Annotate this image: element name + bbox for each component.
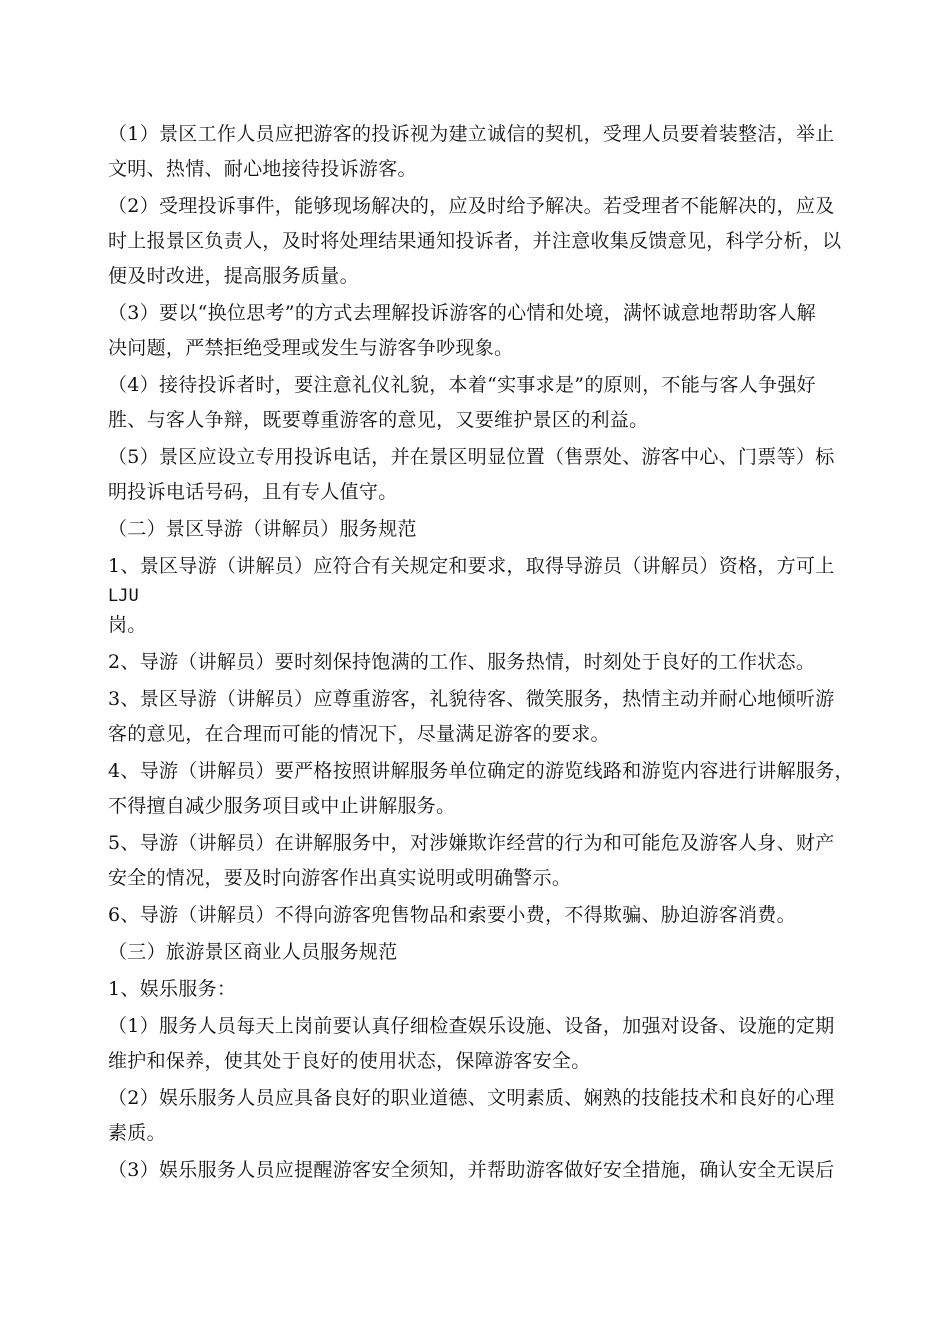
text-line: （2）受理投诉事件，能够现场解决的，应及时给予解决。若受理者不能解决的，应及 xyxy=(108,195,835,217)
paragraph-entertainment-1 xyxy=(108,1009,853,1079)
stray-text: LJU xyxy=(108,586,139,606)
text-line: 素质。 xyxy=(108,1122,166,1144)
text-line: 不得擅自减少服务项目或中止讲解服务。 xyxy=(108,795,456,817)
document-body xyxy=(108,117,853,1188)
section-heading-guide xyxy=(108,512,853,547)
section-heading: （二）景区导游（讲解员）服务规范 xyxy=(108,518,417,540)
paragraph-complaint-2 xyxy=(108,189,853,294)
text-line: （1）服务人员每天上岗前要认真仔细检查娱乐设施、设备，加强对设备、设施的定期 xyxy=(108,1015,835,1037)
paragraph-entertainment-3 xyxy=(108,1153,853,1188)
text-line: 文明、热情、耐心地接待投诉游客。 xyxy=(108,158,417,180)
text-line: （2）娱乐服务人员应具备良好的职业道德、文明素质、娴熟的技能技术和良好的心理 xyxy=(108,1087,835,1109)
section-heading: （三）旅游景区商业人员服务规范 xyxy=(108,941,398,963)
section-heading-commerce xyxy=(108,935,853,970)
subsection-heading: 1、娱乐服务： xyxy=(108,978,237,1000)
paragraph-complaint-1 xyxy=(108,117,853,187)
paragraph-guide-1 xyxy=(108,549,853,643)
text-line: （3）要以“换位思考”的方式去理解投诉游客的心情和处境，满怀诚意地帮助客人解 xyxy=(108,302,816,324)
paragraph-complaint-3 xyxy=(108,296,853,366)
text-line: （5）景区应设立专用投诉电话，并在景区明显位置（售票处、游客中心、门票等）标 xyxy=(108,446,835,468)
text-line: 维护和保养，使其处于良好的使用状态，保障游客安全。 xyxy=(108,1050,591,1072)
paragraph-guide-5 xyxy=(108,826,853,896)
text-line: 岗。 xyxy=(108,614,147,636)
text-line: 明投诉电话号码，且有专人值守。 xyxy=(108,481,398,503)
text-line: 5、导游（讲解员）在讲解服务中，对涉嫌欺诈经营的行为和可能危及游客人身、财产 xyxy=(108,832,835,854)
text-line: （3）娱乐服务人员应提醒游客安全须知，并帮助游客做好安全措施，确认安全无误后 xyxy=(108,1159,835,1181)
paragraph-guide-4 xyxy=(108,754,853,824)
subsection-entertainment xyxy=(108,972,853,1007)
paragraph-complaint-4 xyxy=(108,368,853,438)
paragraph-guide-2 xyxy=(108,645,853,680)
text-line: 胜、与客人争辩，既要尊重游客的意见，又要维护景区的利益。 xyxy=(108,409,649,431)
text-line: （4）接待投诉者时，要注意礼仪礼貌，本着“实事求是”的原则，不能与客人争强好 xyxy=(108,374,816,396)
paragraph-complaint-5 xyxy=(108,440,853,510)
text-line: 1、景区导游（讲解员）应符合有关规定和要求，取得导游员（讲解员）资格，方可上 xyxy=(108,555,835,577)
text-line: （1）景区工作人员应把游客的投诉视为建立诚信的契机，受理人员要着装整洁，举止 xyxy=(108,123,835,145)
text-line: 3、景区导游（讲解员）应尊重游客，礼貌待客、微笑服务，热情主动并耐心地倾听游 xyxy=(108,688,835,710)
text-line: 2、导游（讲解员）要时刻保持饱满的工作、服务热情，时刻处于良好的工作状态。 xyxy=(108,651,816,673)
text-line: 4、导游（讲解员）要严格按照讲解服务单位确定的游览线路和游览内容进行讲解服务， xyxy=(108,760,854,782)
text-line: 客的意见，在合理而可能的情况下，尽量满足游客的要求。 xyxy=(108,723,610,745)
paragraph-guide-3 xyxy=(108,682,853,752)
text-line: 便及时改进，提高服务质量。 xyxy=(108,265,359,287)
paragraph-guide-6 xyxy=(108,898,853,933)
text-line: 6、导游（讲解员）不得向游客兜售物品和索要小费，不得欺骗、胁迫游客消费。 xyxy=(108,904,796,926)
text-line: 安全的情况，要及时向游客作出真实说明或明确警示。 xyxy=(108,867,572,889)
text-line: 时上报景区负责人，及时将处理结果通知投诉者，并注意收集反馈意见，科学分析，以 xyxy=(108,230,842,252)
paragraph-entertainment-2 xyxy=(108,1081,853,1151)
text-line: 决问题，严禁拒绝受理或发生与游客争吵现象。 xyxy=(108,337,514,359)
